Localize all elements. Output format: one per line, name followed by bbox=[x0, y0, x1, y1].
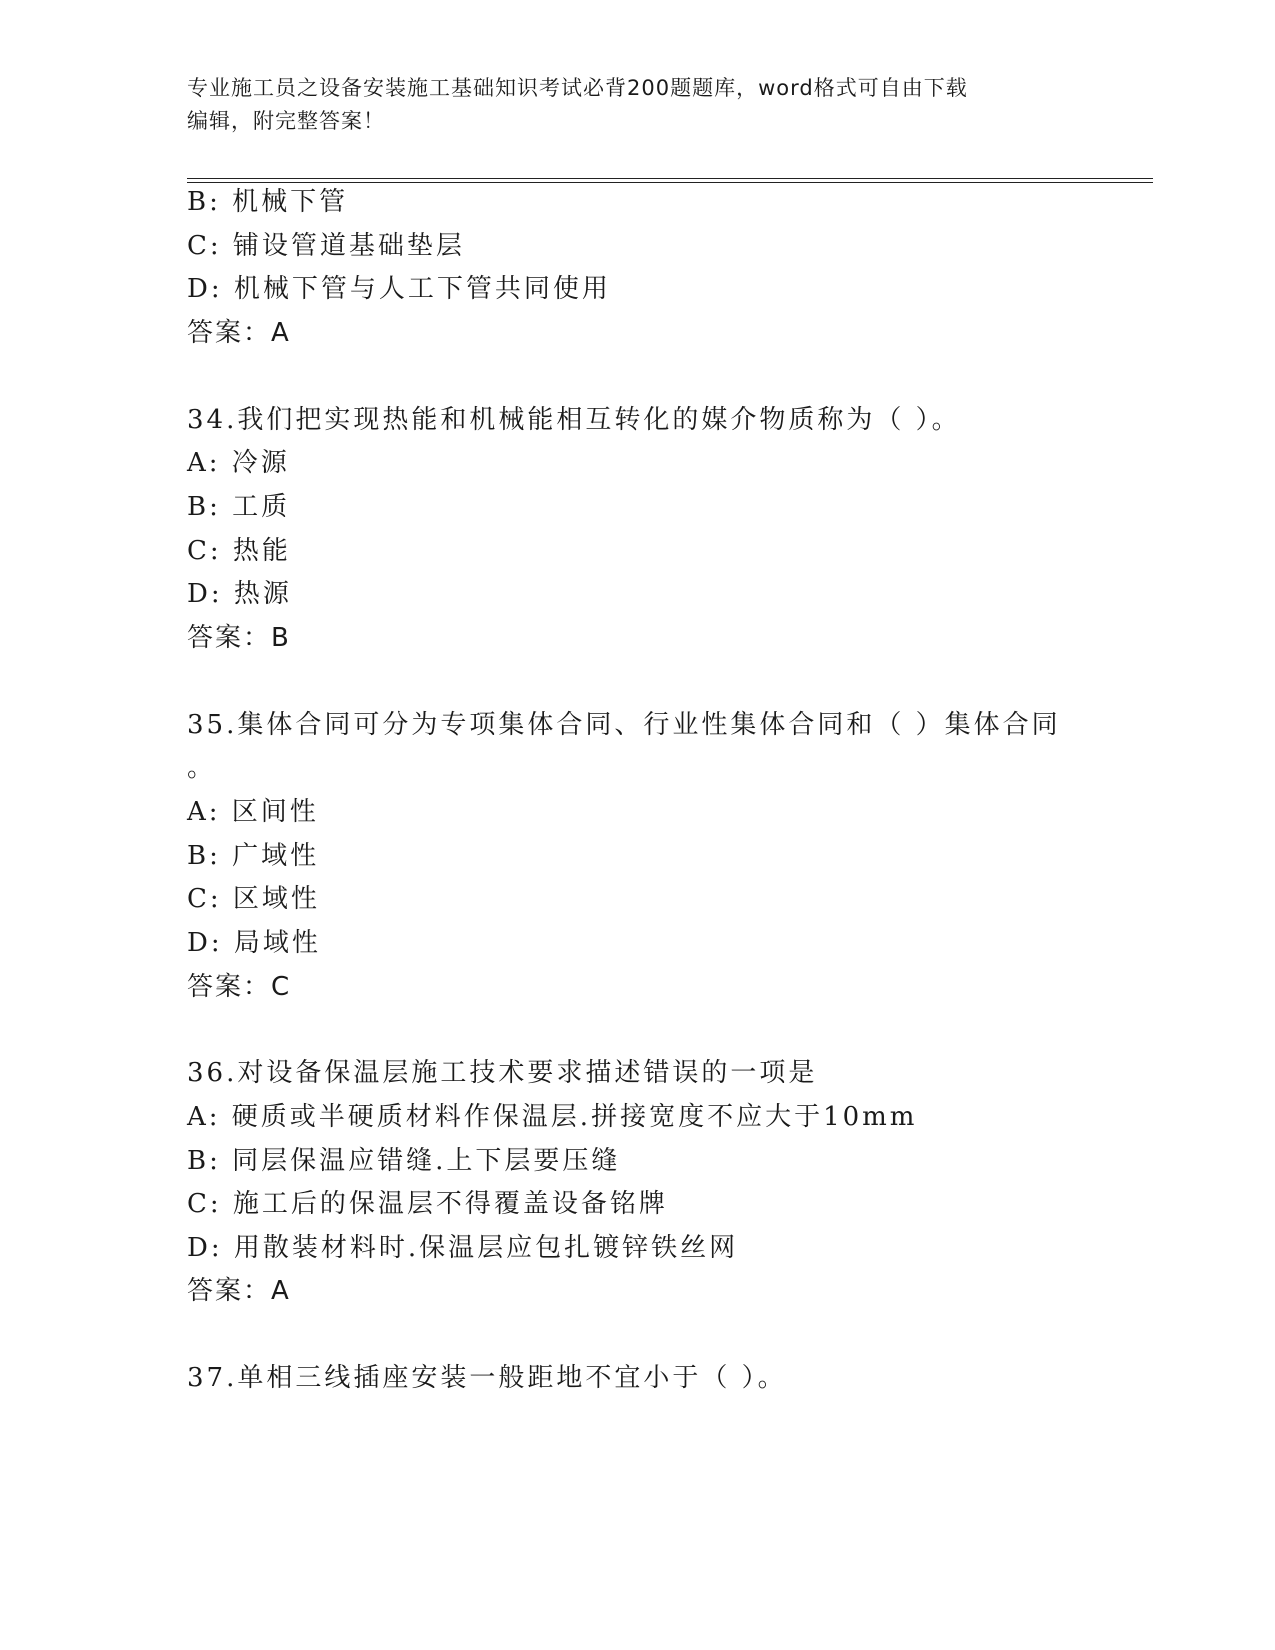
option-a: A: 硬质或半硬质材料作保温层.拼接宽度不应大于10mm bbox=[187, 1102, 918, 1132]
option-a: A: 区间性 bbox=[187, 797, 319, 827]
answer-line: 答案：A bbox=[187, 318, 291, 348]
option-b: B: 广域性 bbox=[187, 841, 320, 871]
question-stem-continuation: 。 bbox=[187, 753, 217, 783]
option-b: B: 机械下管 bbox=[187, 187, 349, 217]
option-c: C: 铺设管道基础垫层 bbox=[187, 231, 465, 261]
answer-line: 答案：C bbox=[187, 972, 292, 1002]
option-d: D: 机械下管与人工下管共同使用 bbox=[187, 274, 611, 304]
option-d: D: 热源 bbox=[187, 579, 292, 609]
header-divider-top bbox=[187, 178, 1153, 179]
header-line-1: 专业施工员之设备安装施工基础知识考试必背200题题库，word格式可自由下载 bbox=[187, 76, 968, 100]
question-stem: 37.单相三线插座安装一般距地不宜小于（ ）。 bbox=[187, 1363, 787, 1393]
document-header bbox=[187, 72, 1087, 138]
option-a: A: 冷源 bbox=[187, 448, 290, 478]
header-divider-bottom bbox=[187, 182, 1153, 183]
question-stem: 34.我们把实现热能和机械能相互转化的媒介物质称为（ ）。 bbox=[187, 405, 961, 435]
option-c: C: 热能 bbox=[187, 536, 291, 566]
option-d: D: 用散装材料时.保温层应包扎镀锌铁丝网 bbox=[187, 1233, 739, 1263]
header-line-2: 编辑，附完整答案！ bbox=[187, 109, 385, 133]
option-c: C: 区域性 bbox=[187, 884, 320, 914]
question-stem: 35.集体合同可分为专项集体合同、行业性集体合同和（ ）集体合同 bbox=[187, 710, 1061, 740]
answer-line: 答案：A bbox=[187, 1276, 291, 1306]
answer-line: 答案：B bbox=[187, 623, 291, 653]
option-b: B: 同层保温应错缝.上下层要压缝 bbox=[187, 1146, 621, 1176]
option-b: B: 工质 bbox=[187, 492, 291, 522]
question-stem: 36.对设备保温层施工技术要求描述错误的一项是 bbox=[187, 1058, 818, 1088]
option-c: C: 施工后的保温层不得覆盖设备铭牌 bbox=[187, 1189, 668, 1219]
option-d: D: 局域性 bbox=[187, 928, 321, 958]
